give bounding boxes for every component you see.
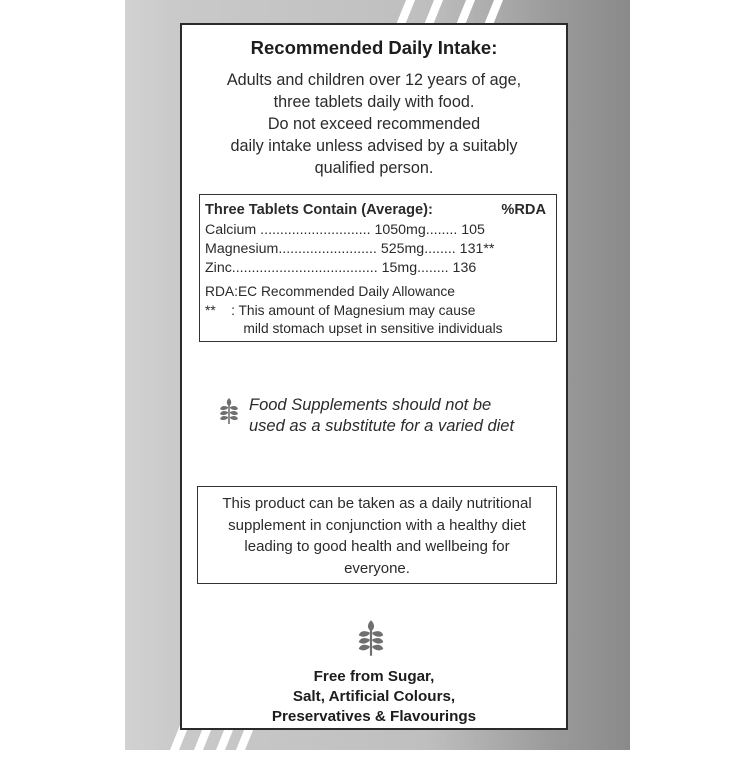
nutrition-row-zinc: Zinc..................................... 15mg........ 136 xyxy=(205,260,477,276)
supplement-line: Food Supplements should not be xyxy=(249,396,492,414)
rda-definition: RDA:EC Recommended Daily Allowance xyxy=(205,284,455,299)
free-from-line: Free from Sugar, xyxy=(313,668,435,685)
intake-heading: Recommended Daily Intake: xyxy=(250,37,498,58)
wheat-icon xyxy=(356,618,386,658)
product-line: This product can be taken as a daily nutritional xyxy=(222,495,532,512)
supplement-line: used as a substitute for a varied diet xyxy=(249,417,515,435)
magnesium-note: ** : This amount of Magnesium may cause xyxy=(205,303,476,318)
nutrition-row-calcium: Calcium ............................ 1050mg........ 105 xyxy=(205,222,485,238)
product-line: supplement in conjunction with a healthy diet xyxy=(228,516,526,534)
product-line: leading to good health and wellbeing for xyxy=(244,538,510,555)
free-from-line: Preservatives & Flavourings xyxy=(271,708,477,725)
label-panel xyxy=(180,23,568,730)
nutrition-header-title: Three Tablets Contain (Average): xyxy=(205,202,433,218)
free-from-statement xyxy=(182,667,566,727)
product-line: everyone. xyxy=(344,559,410,577)
magnesium-note-cont: mild stomach upset in sensitive individuals xyxy=(205,321,503,336)
free-from-line: Salt, Artificial Colours, xyxy=(292,688,456,705)
intake-instructions xyxy=(182,69,566,179)
nutrition-table xyxy=(199,194,557,342)
nutrition-row-magnesium: Magnesium......................... 525mg........ 131** xyxy=(205,241,495,257)
nutrition-header-rda: %RDA xyxy=(501,202,546,218)
background-right xyxy=(630,0,750,750)
nutrition-header xyxy=(205,202,546,218)
wheat-icon xyxy=(218,397,240,425)
intake-line: Do not exceed recommended xyxy=(267,115,481,133)
product-statement xyxy=(197,486,557,584)
supplement-warning xyxy=(249,395,514,437)
intake-line: qualified person. xyxy=(314,159,434,177)
intake-line: three tablets daily with food. xyxy=(273,93,475,111)
intake-line: Adults and children over 12 years of age, xyxy=(226,71,522,89)
intake-line: daily intake unless advised by a suitably xyxy=(230,137,518,155)
